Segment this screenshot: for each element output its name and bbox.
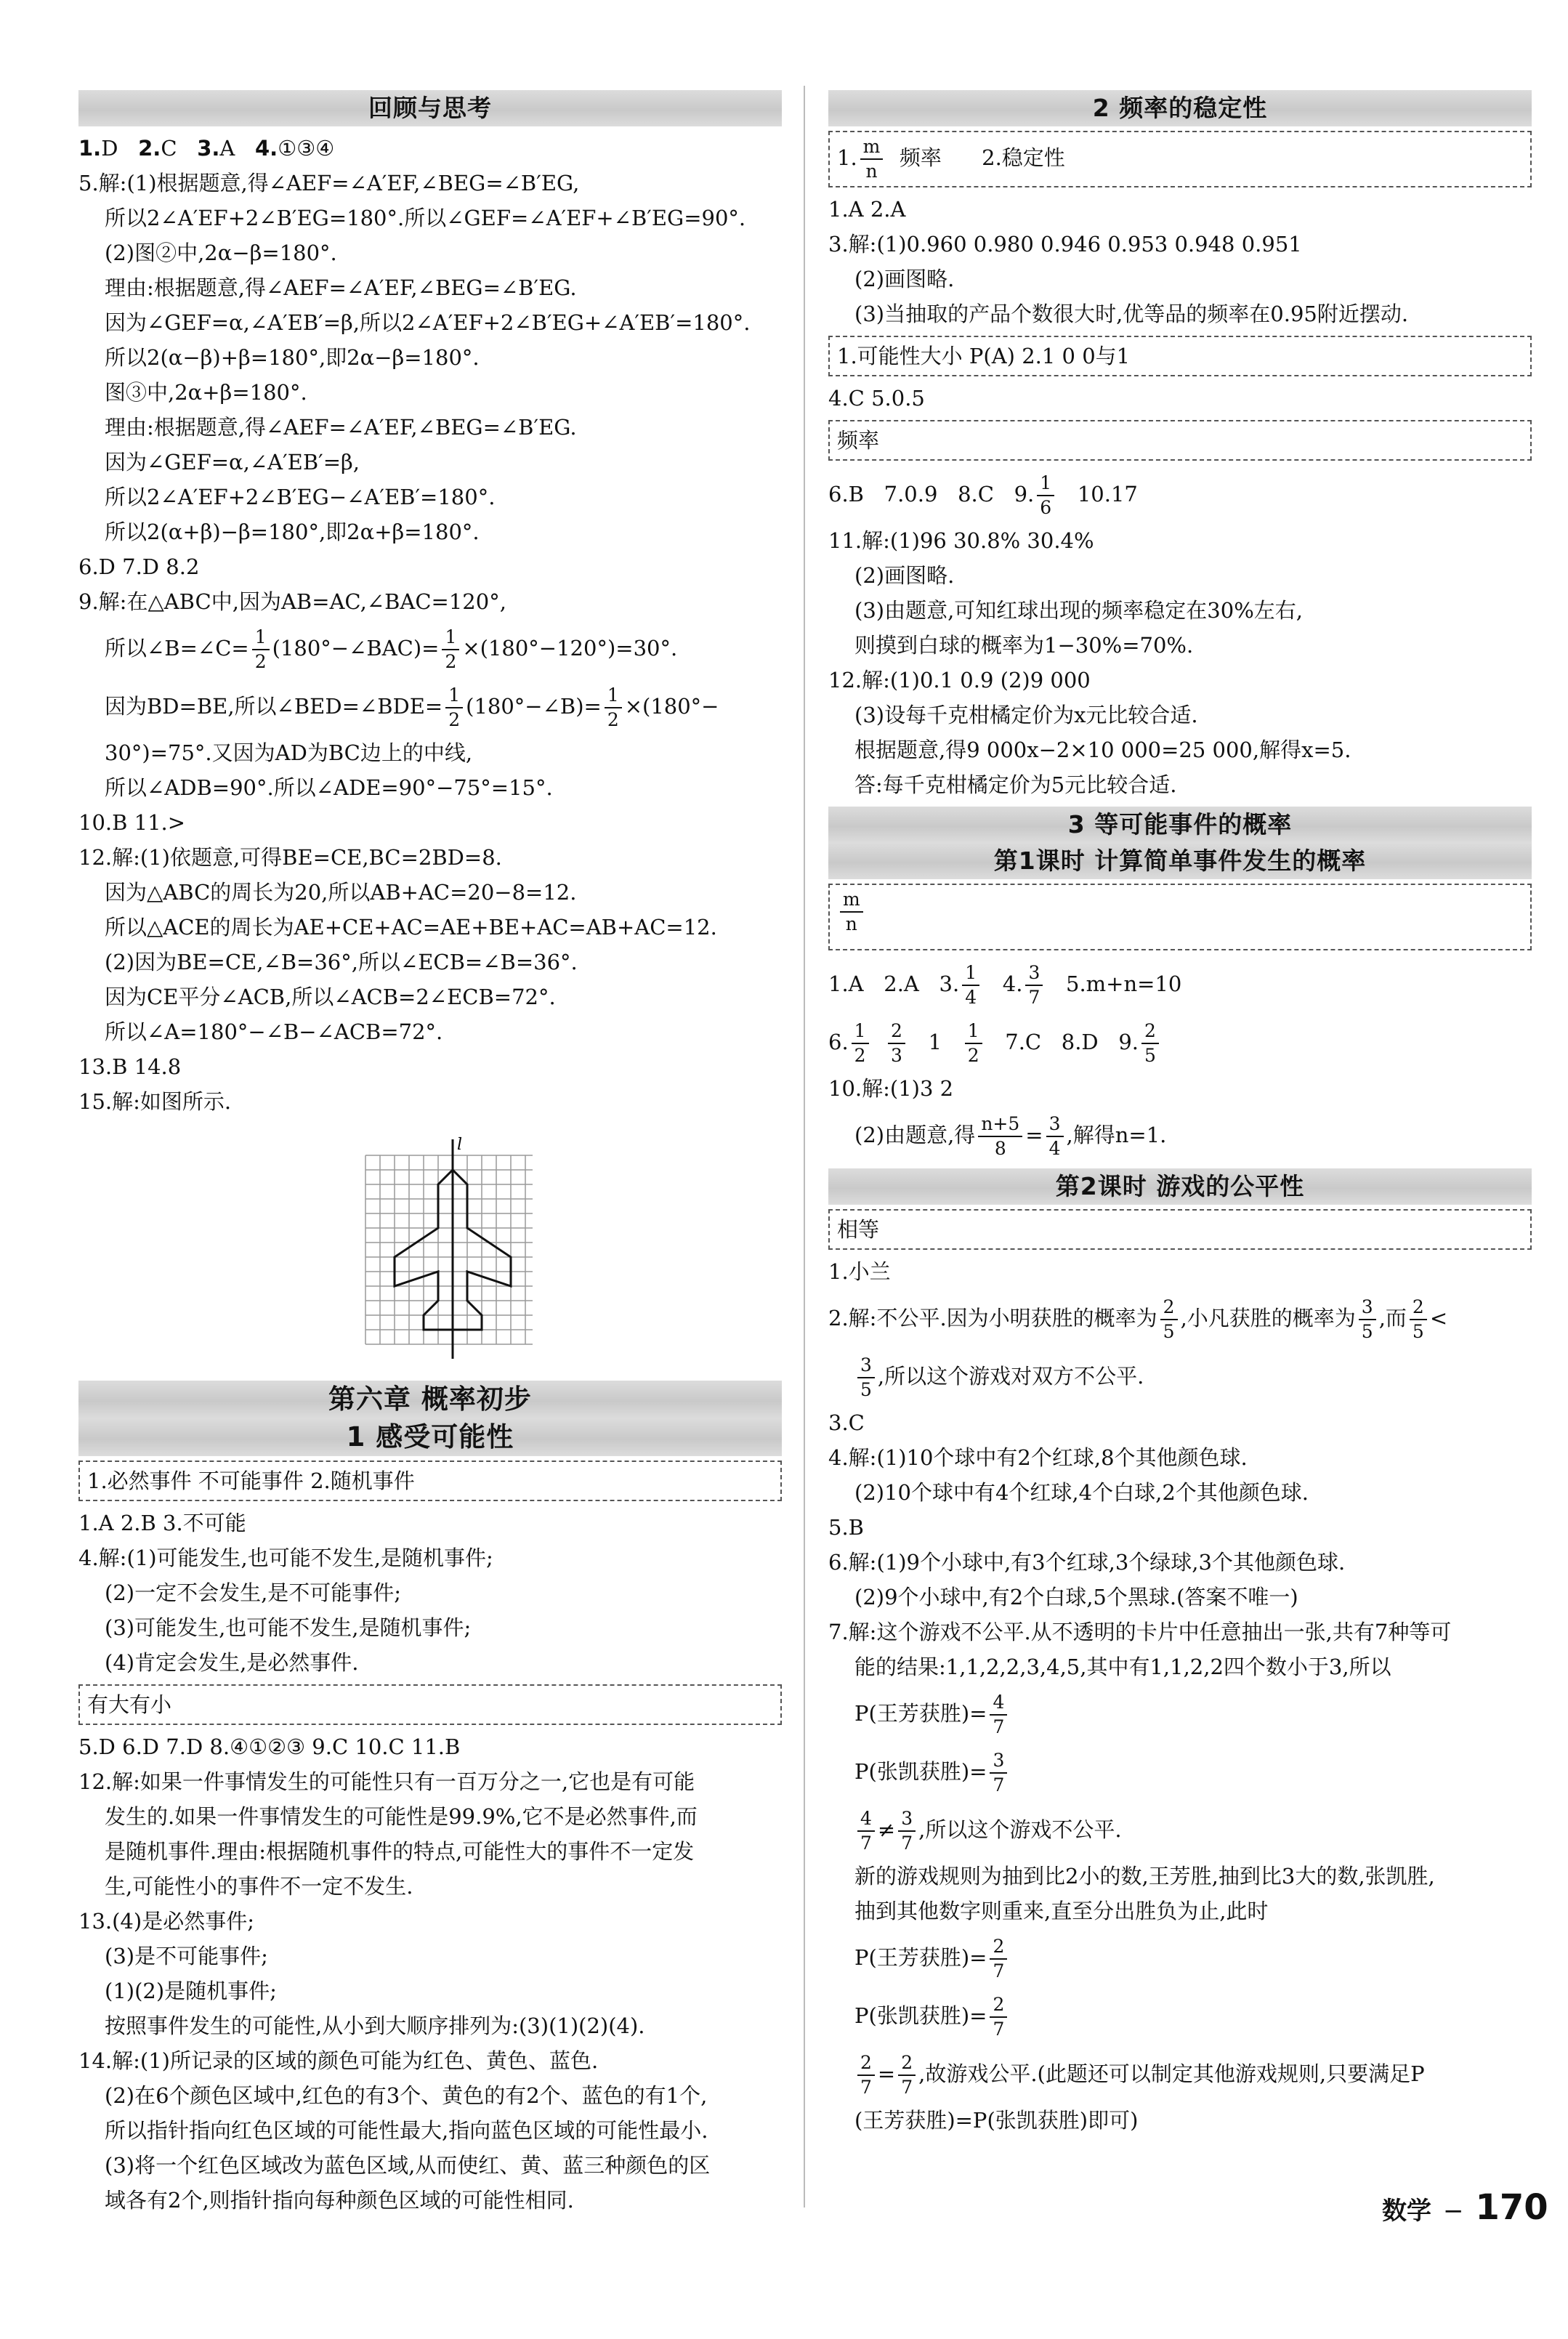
right-column — [828, 86, 1532, 2138]
page-number: 170 — [1475, 2187, 1548, 2228]
answer-2d: 2.解:不公平.因为小明获胜的概率为 $\frac{2}{5}$ ,小凡获胜的概率为 $\frac{3}{5}$ ,而 $\frac{2}{5}$ < $\frac{3}{5}$ ,所以这个游戏对双方不公平. — [828, 1296, 1448, 1400]
fraction: $\frac{2}{5}$ — [1160, 1296, 1178, 1344]
fraction: $\frac{2}{7}$ — [990, 1935, 1007, 1983]
answer-10c: 10.解:(1)3 2 (2)由题意,得 $\frac{n+5}{8}$ = $\frac{3}{4}$ ,解得n=1. — [828, 1076, 1167, 1159]
answer-4: 4.解:(1)可能发生,也可能不发生,是随机事件; (2)一定不会发生,是不可能事件; (3)可能发生,也可能不发生,是随机事件; (4)肯定会发生,是必然事件. — [78, 1546, 493, 1675]
answer-3: 3.解:(1)0.960 0.980 0.946 0.953 0.948 0.951 (2)画图略. (3)当抽取的产品个数很大时,优等品的频率在0.95附近摆动. — [828, 232, 1409, 326]
fraction: $\frac{1}{4}$ — [962, 961, 979, 1009]
answer-11: 11.解:(1)96 30.8% 30.4% (2)画图略. (3)由题意,可知红球出现的频率稳定在30%左右, 则摸到白球的概率为1−30%=70%. — [828, 528, 1303, 658]
fill-in-box-7: 相等 — [828, 1209, 1532, 1250]
fill-in-box-2: 有大有小 — [78, 1684, 782, 1725]
fraction: $\frac{2}{7}$ — [857, 2051, 875, 2099]
fraction: $\frac{2}{7}$ — [898, 2051, 916, 2099]
lesson-2-heading: 第2课时 游戏的公平性 — [828, 1168, 1532, 1205]
fraction: $\frac{3}{4}$ — [1046, 1112, 1064, 1160]
fraction: $\frac{3}{7}$ — [1025, 961, 1043, 1009]
fill-in-box-6 — [828, 884, 1532, 950]
fill-in-box-1: 1.必然事件 不可能事件 2.随机事件 — [78, 1461, 782, 1501]
fraction: $\frac{2}{5}$ — [1410, 1296, 1427, 1344]
airplane-grid-drawing — [358, 1134, 540, 1366]
answers-6-10: 6.B 7.0.9 8.C 9. $\frac{1}{6}$ 10.17 — [828, 472, 1138, 518]
axis-label: l — [457, 1136, 463, 1154]
answers-1-3: 1.A 2.B 3.不可能 — [78, 1511, 246, 1535]
answers-6-8: 6.D 7.D 8.2 — [78, 554, 200, 579]
answer-3d: 3.C — [828, 1410, 865, 1435]
fraction: $\frac{2}{5}$ — [1141, 1019, 1159, 1067]
answer-13: 13.(4)是必然事件; (3)是不可能事件; (1)(2)是随机事件; 按照事件发生的可能性,从小到大顺序排列为:(3)(1)(2)(4). — [78, 1909, 645, 2038]
answer-5: 5.解:(1)根据题意,得∠AEF=∠A′EF,∠BEG=∠B′EG, 所以2∠A′EF+2∠B′EG=180°.所以∠GEF=∠A′EF+∠B′EG=90°. (2)图②中,2α−β=180°. 理由:根据题意,得∠AEF=∠A′EF,∠BEG=∠B′EG. 因为∠GEF=α,∠A′EB′=β,所以2∠A′EF+2∠B′EG+∠A′EB′=180°. 所以2(α−β)+β=180°,即2α−β=180°. 图③中,2α+β=180°. 理由:根据题意,得∠AEF=∠A′EF,∠BEG=∠B′EG. 因为∠GEF=α,∠A′EB′=β, 所以2∠A′EF+2∠B′EG−∠A′EB′=180°. 所以2(α+β)−β=180°,即2α+β=180°. — [78, 171, 751, 544]
section-1-heading: 1 感受可能性 — [78, 1418, 782, 1456]
column-divider — [804, 86, 805, 2207]
answers-4-5: 4.C 5.0.5 — [828, 386, 925, 411]
fraction: $\frac{m}{n}$ — [860, 135, 884, 183]
answer-12: 12.解:(1)0.1 0.9 (2)9 000 (3)设每千克柑橘定价为x元比较合适. 根据题意,得9 000x−2×10 000=25 000,解得x=5. 答:每千克柑橘定价为5元比较合适. — [828, 668, 1351, 797]
section-2-heading: 2 频率的稳定性 — [828, 90, 1532, 126]
fraction: $\frac{4}{7}$ — [990, 1691, 1007, 1739]
fraction: $\frac{4}{7}$ — [857, 1807, 875, 1855]
answers-10-11: 10.B 11.> — [78, 810, 186, 835]
fill-in-box-3: 1. $\frac{m}{n}$ 频率 2.稳定性 — [828, 131, 1532, 187]
answer-7d: 7.解:这个游戏不公平.从不透明的卡片中任意抽出一张,共有7种等可 能的结果:1,1,2,2,3,4,5,其中有1,1,2,2四个数小于3,所以 P(王芳获胜)= $\frac{4}{7}$ P(张凯获胜)= $\frac{3}{7}$ $\frac{4}{7}$ ≠ $\frac{3}{7}$ ,所以这个游戏不公平. 新的游戏规则为抽到比2小的数,王芳胜,抽到比3大的数,张凯胜, 抽到其他数字则重来,直至分出胜负为止,此时 P(王芳获胜)= $\frac{2}{7}$ P(张凯获胜)= $\frac{2}{7}$ $\frac{2}{7}$ = $\frac{2}{7}$ ,故游戏公平.(此题还可以制定其他游戏规则,只要满足P (王芳获胜)=P(张凯获胜)即可) — [828, 1620, 1452, 2133]
page-footer — [1382, 2187, 1548, 2228]
answer-4d: 4.解:(1)10个球中有2个红球,8个其他颜色球. (2)10个球中有4个红球,4个白球,2个其他颜色球. — [828, 1445, 1309, 1505]
left-column — [78, 86, 782, 2218]
fraction: $\frac{1}{2}$ — [605, 684, 622, 732]
answer-5d: 5.B — [828, 1515, 864, 1540]
answer-12b: 12.解:如果一件事情发生的可能性只有一百万分之一,它也是有可能 发生的.如果一件事情发生的可能性是99.9%,它不是必然事件,而 是随机事件.理由:根据随机事件的特点,可能性大的事件不一定发 生,可能性小的事件不一定不发生. — [78, 1769, 698, 1899]
fraction: $\frac{m}{n}$ — [840, 888, 863, 936]
answer-15: 15.解:如图所示. — [78, 1089, 232, 1114]
fraction: $\frac{n+5}{8}$ — [978, 1112, 1022, 1160]
fraction: $\frac{3}{5}$ — [857, 1354, 875, 1402]
fraction: $\frac{3}{7}$ — [898, 1807, 916, 1855]
fraction: $\frac{2}{3}$ — [888, 1019, 905, 1067]
subject-label: 数学 — [1382, 2197, 1431, 2226]
fraction: $\frac{1}{2}$ — [965, 1019, 982, 1067]
fraction: $\frac{2}{7}$ — [990, 1993, 1007, 2041]
fraction: $\frac{1}{6}$ — [1037, 472, 1054, 520]
answer-12: 12.解:(1)依题意,可得BE=CE,BC=2BD=8. 因为△ABC的周长为20,所以AB+AC=20−8=12. 所以△ACE的周长为AE+CE+AC=AE+BE+AC=AB+AC=12. (2)因为BE=CE,∠B=36°,所以∠ECB=∠B=36°. 因为CE平分∠ACB,所以∠ACB=2∠ECB=72°. 所以∠A=180°−∠B−∠ACB=72°. — [78, 845, 717, 1044]
answer-6d: 6.解:(1)9个小球中,有3个红球,3个绿球,3个其他颜色球. (2)9个小球中,有2个白球,5个黑球.(答案不唯一) — [828, 1550, 1346, 1609]
fraction: $\frac{1}{2}$ — [252, 626, 270, 674]
fraction: $\frac{1}{2}$ — [852, 1019, 869, 1067]
chapter-heading: 第六章 概率初步 — [78, 1381, 782, 1418]
fraction: $\frac{3}{5}$ — [1359, 1296, 1376, 1344]
answer-14: 14.解:(1)所记录的区域的颜色可能为红色、黄色、蓝色. (2)在6个颜色区域中,红色的有3个、黄色的有2个、蓝色的有1个, 所以指针指向红色区域的可能性最大,指向蓝色区域的可能性最小. (3)将一个红色区域改为蓝色区域,从而使红、黄、蓝三种颜色的区 域各有2个,则指针指向每种颜色区域的可能性相同. — [78, 2048, 711, 2213]
answers-5-11: 5.D 6.D 7.D 8.④①②③ 9.C 10.C 11.B — [78, 1734, 461, 1759]
review-heading: 回顾与思考 — [78, 90, 782, 126]
answers-1-4: 1.D 2.C 3.A 4.①③④ — [78, 136, 335, 161]
answers-1-2: 1.A 2.A — [828, 197, 906, 222]
fraction: $\frac{1}{2}$ — [442, 626, 459, 674]
answers-1-5c: 1.A 2.A 3. $\frac{1}{4}$ 4. $\frac{3}{7}$ 5.m+n=10 — [828, 962, 1182, 1008]
answers-13-14: 13.B 14.8 — [78, 1054, 182, 1079]
footer-dash: − — [1443, 2197, 1464, 2226]
airplane-grid-figure — [358, 1134, 540, 1366]
answer-1d: 1.小兰 — [828, 1259, 891, 1284]
fill-in-box-5: 频率 — [828, 420, 1532, 461]
section-3-heading: 3 等可能事件的概率 — [828, 807, 1532, 843]
answer-9: 9.解:在△ABC中,因为AB=AC,∠BAC=120°, 所以∠B=∠C= $\frac{1}{2}$ (180°−∠BAC)= $\frac{1}{2}$ ×(180°−120°)=30°. 因为BD=BE,所以∠BED=∠BDE= $\frac{1}{2}$ (180°−∠B)= $\frac{1}{2}$ ×(180°− 30°)=75°.又因为AD为BC边上的中线, 所以∠ADB=90°.所以∠ADE=90°−75°=15°. — [78, 589, 719, 800]
fraction: $\frac{3}{7}$ — [990, 1749, 1007, 1797]
answers-6-9c: 6. $\frac{1}{2}$ $\frac{2}{3}$ 1 $\frac{1}{2}$ 7.C 8.D 9. $\frac{2}{5}$ — [828, 1013, 1532, 1071]
fill-in-box-4: 1.可能性大小 P(A) 2.1 0 0与1 — [828, 336, 1532, 376]
lesson-1-heading: 第1课时 计算简单事件发生的概率 — [828, 843, 1532, 879]
fraction: $\frac{1}{2}$ — [445, 684, 463, 732]
